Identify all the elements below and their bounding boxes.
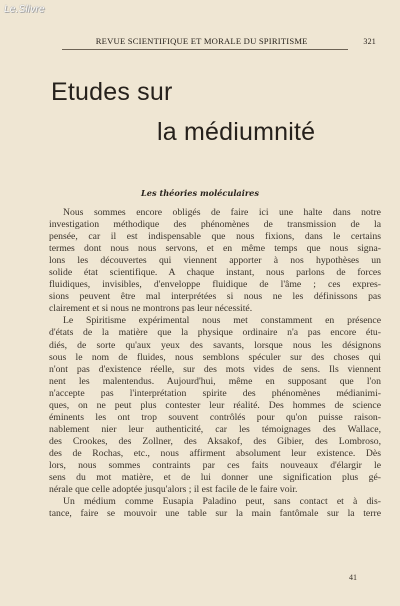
text-line: Nous sommes encore obligés de faire ici une halte dans notre: [63, 207, 381, 218]
running-header-title: REVUE SCIENTIFIQUE ET MORALE DU SPIRITISME: [95, 36, 308, 46]
text-line: d'états de la matière que la physique ordinaire n'a pas encore étu-: [49, 327, 381, 339]
text-line: pensée, car il est indispensable que nous fixions, dans le certains: [49, 231, 381, 243]
text-line: des Crookes, des Zollner, des Aksakof, des Gibier, des Lombroso,: [49, 435, 381, 447]
watermark: Le.Slivre: [4, 4, 45, 15]
section-heading: Les théories moléculaires: [141, 188, 259, 198]
text-line: investigation méthodique des phénomènes de transmission de la: [49, 219, 381, 231]
text-line: Le Spiritisme expérimental nous met constamment en présence: [63, 315, 381, 327]
paragraph: [49, 315, 381, 496]
text-line: ques, on ne peut plus contester leur réalité. Des hommes de science: [49, 399, 381, 411]
text-line: lors, nous sommes contraints par ces faits nouveaux d'élargir le: [49, 459, 381, 471]
paragraph: [49, 207, 381, 315]
page-number: 321: [363, 37, 376, 46]
text-line: sous le nom de fluides, nous semblons spéculer sur des choses qui: [49, 351, 381, 363]
text-line: solide état scientifique. A chaque instant, nous parlons de forces: [49, 267, 381, 279]
text-line: n'ont pas d'existence réelle, sur des mots vides de sens. Ils viennent: [49, 363, 381, 375]
text-line: fluidiques, invisibles, d'enveloppe fluidique de l'âme ; ces expres-: [49, 279, 381, 291]
running-header: [40, 36, 376, 46]
article-title-line-1: Etudes sur: [51, 78, 173, 106]
text-line: nent les malentendus. Aujourd'hui, même en supposant que l'on: [49, 375, 381, 387]
text-line: éminents les ont trop souvent contrôlés pour qu'on puisse raison-: [49, 411, 381, 423]
text-line: des de Rochas, etc., nous affirment absolument leur existence. Dès: [49, 447, 381, 459]
article-title-line-2: la médiumnité: [157, 118, 316, 146]
article-body: [49, 207, 381, 520]
text-line: sions peuvent être mal interprétées si nous ne les définissons pas: [49, 291, 381, 303]
text-line: clairement et si nous ne montrons pas leur nécessité.: [49, 303, 253, 315]
text-line: Un médium comme Eusapia Paladino peut, sans contact et à dis-: [63, 496, 381, 508]
text-line: tance, faire se mouvoir une table sur la main fantômale sur la terre: [49, 508, 381, 520]
text-line: diés, de sorte qu'aux yeux des savants, lorsque nous les désignons: [49, 339, 381, 351]
footer-mark: 41: [349, 573, 357, 582]
text-line: nablement nier leur authenticité, car les témoignages des Wallace,: [49, 423, 381, 435]
text-line: sens du mot matière, et de lui donner une signification plus gé-: [49, 472, 381, 484]
text-line: termes dont nous nous servons, et en même temps que nous signa-: [49, 243, 381, 255]
text-line: lons les découvertes qui viennent apporter à nos hypothèses un: [49, 255, 381, 267]
paragraph: [49, 496, 381, 520]
text-line: nérale que celle adoptée jusqu'alors ; il est facile de le faire voir.: [49, 484, 298, 496]
text-line: n'accepte pas l'interprétation spirite des phénomènes médianimi-: [49, 387, 381, 399]
header-rule: [62, 49, 348, 50]
